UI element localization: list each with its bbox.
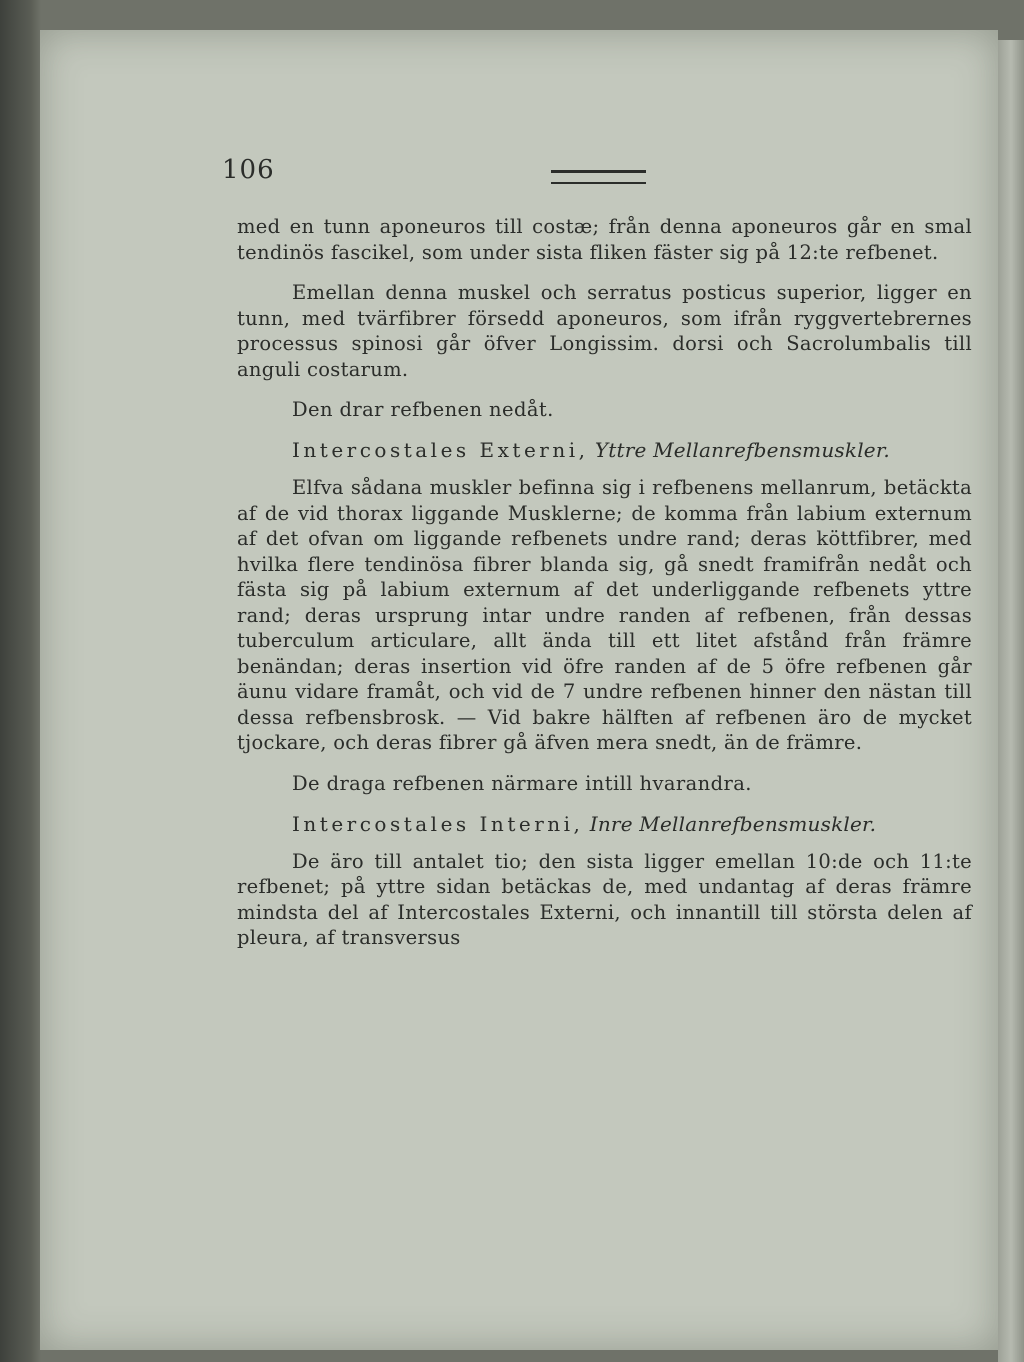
paragraph-2: Emellan denna muskel och serratus posticus superior, ligger en tunn, med tvärfibrer försedd aponeuros, som ifrån ryggvertebrernes processus spinosi går öfver Longissim. dorsi och Sacrolumbalis till anguli costarum. (237, 281, 972, 381)
paragraph-1: med en tunn aponeuros till costæ; från denna aponeuros går en smal tendinös fascikel, som under sista fliken fäster sig på 12:te refbenet. (237, 215, 972, 264)
paragraph-4: Elfva sådana muskler befinna sig i refbenens mellanrum, betäckta af de vid thorax liggande Musklerne; de komma från labium externum af det ofvan om liggande refbenets undre rand; deras köttfibrer, med hvilka flere tendinösa fibrer blanda sig, gå snedt framifrån nedåt och fästa sig på labium externum af det underliggande refbenets yttre rand; deras ursprung intar undre randen af refbenen, från dessas tuberculum articulare, allt ända till ett litet afstånd från främre benändan; deras insertion vid öfre randen af de 5 öfre refbenen går äunu vidare framåt, och vid de 7 undre refbenen hinner den nästan till dessa refbensbrosk. — Vid bakre hälften af refbenen äro de mycket tjockare, och deras fibrer gå äfven mera snedt, än de främre. (237, 476, 972, 754)
section-heading-interni (292, 811, 972, 837)
page-header (222, 150, 972, 200)
heading-swedish-externi: Yttre Mellanrefbensmuskler. (594, 438, 890, 462)
paragraph-6: De äro till antalet tio; den sista ligger emellan 10:de och 11:te refbenet; på yttre sidan betäckas de, med undantag af deras främre mindsta del af Intercostales Externi, och innantill till största delen af pleura, af transversus (237, 849, 972, 949)
page-content (222, 150, 972, 966)
page-number: 106 (222, 155, 275, 185)
heading-swedish-interni: Inre Mellanrefbensmuskler. (589, 811, 877, 836)
ornament-rule (551, 170, 646, 184)
page-edge (998, 40, 1024, 1362)
section-heading-externi (292, 437, 972, 463)
paragraph-3: Den drar refbenen nedåt. (292, 398, 554, 421)
heading-latin-externi: Intercostales Externi, (292, 438, 589, 462)
paragraph-5: De draga refbenen närmare intill hvarandra. (292, 771, 752, 795)
heading-latin-interni: Intercostales Interni, (292, 811, 584, 836)
